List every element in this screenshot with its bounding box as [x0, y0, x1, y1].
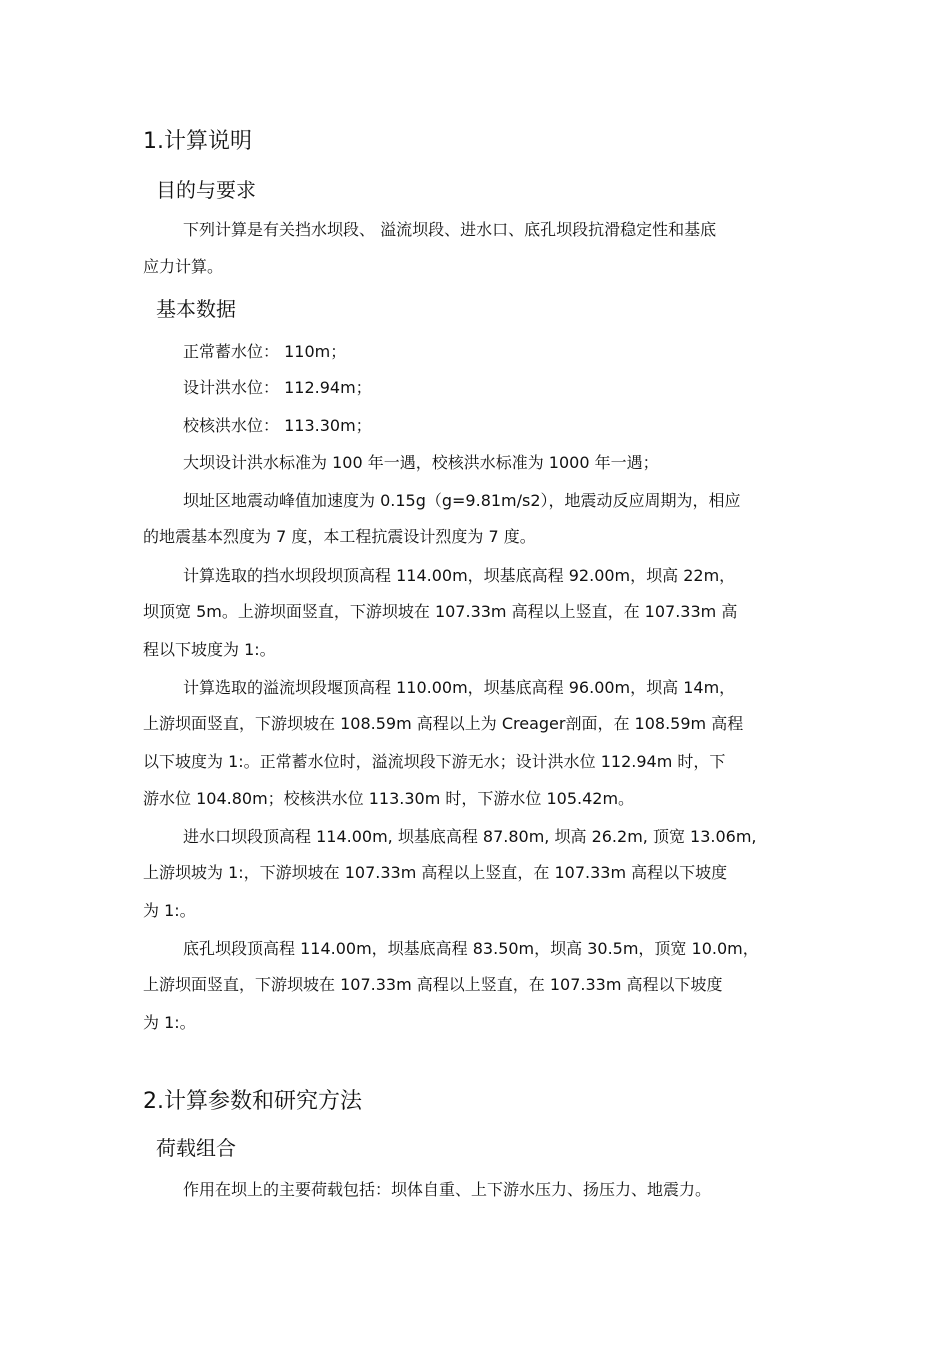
subsection-purpose-title: 目的与要求 [156, 178, 256, 202]
paragraph-purpose-line-2: 应力计算。 [143, 257, 224, 276]
data-intake-line-3: 为 1:。 [143, 901, 196, 920]
data-bottom-outlet-line-1: 底孔坝段顶高程 114.00m，坝基底高程 83.50m，坝高 30.5m，顶宽 10.0m， [183, 939, 759, 958]
paragraph-purpose-line-1: 下列计算是有关挡水坝段、 溢流坝段、进水口、底孔坝段抗滑稳定性和基底 [183, 220, 717, 239]
data-intake-line-2: 上游坝坡为 1:，下游坝坡在 107.33m 高程以上竖直，在 107.33m 高程以下坡度 [143, 863, 728, 882]
section-1-title: 1.计算说明 [143, 129, 252, 154]
data-retaining-dam-line-3: 程以下坡度为 1:。 [143, 640, 276, 659]
paragraph-loads: 作用在坝上的主要荷载包括：坝体自重、上下游水压力、扬压力、地震力。 [183, 1180, 712, 1199]
data-seismic-line-1: 坝址区地震动峰值加速度为 0.15g（g=9.81m/s2），地震动反应周期为，相应 [183, 491, 741, 510]
subsection-basic-data-title: 基本数据 [156, 297, 236, 321]
data-spillway-line-2: 上游坝面竖直，下游坝坡在 108.59m 高程以上为 Creager剖面，在 108.59m 高程 [143, 714, 744, 733]
data-flood-standard: 大坝设计洪水标准为 100 年一遇，校核洪水标准为 1000 年一遇； [183, 453, 659, 472]
data-normal-water-level: 正常蓄水位： 110m； [183, 342, 347, 361]
data-spillway-line-4: 游水位 104.80m；校核洪水位 113.30m 时，下游水位 105.42m。 [143, 789, 635, 808]
data-intake-line-1: 进水口坝段顶高程 114.00m, 坝基底高程 87.80m, 坝高 26.2m, 顶宽 13.06m, [183, 827, 757, 846]
data-spillway-line-3: 以下坡度为 1:。正常蓄水位时，溢流坝段下游无水；设计洪水位 112.94m 时，下 [143, 752, 726, 771]
data-bottom-outlet-line-3: 为 1:。 [143, 1013, 196, 1032]
section-2-title: 2.计算参数和研究方法 [143, 1089, 362, 1114]
data-seismic-line-2: 的地震基本烈度为 7 度，本工程抗震设计烈度为 7 度。 [143, 527, 536, 546]
data-retaining-dam-line-2: 坝顶宽 5m。上游坝面竖直，下游坝坡在 107.33m 高程以上竖直，在 107.33m 高 [143, 602, 738, 621]
data-check-flood-level: 校核洪水位： 113.30m； [183, 416, 372, 435]
data-retaining-dam-line-1: 计算选取的挡水坝段坝顶高程 114.00m，坝基底高程 92.00m，坝高 22m， [183, 566, 736, 585]
data-bottom-outlet-line-2: 上游坝面竖直，下游坝坡在 107.33m 高程以上竖直，在 107.33m 高程以下坡度 [143, 975, 723, 994]
data-design-flood-level: 设计洪水位： 112.94m； [183, 378, 372, 397]
data-spillway-line-1: 计算选取的溢流坝段堰顶高程 110.00m，坝基底高程 96.00m，坝高 14m， [183, 678, 736, 697]
subsection-load-combination-title: 荷载组合 [156, 1136, 236, 1160]
